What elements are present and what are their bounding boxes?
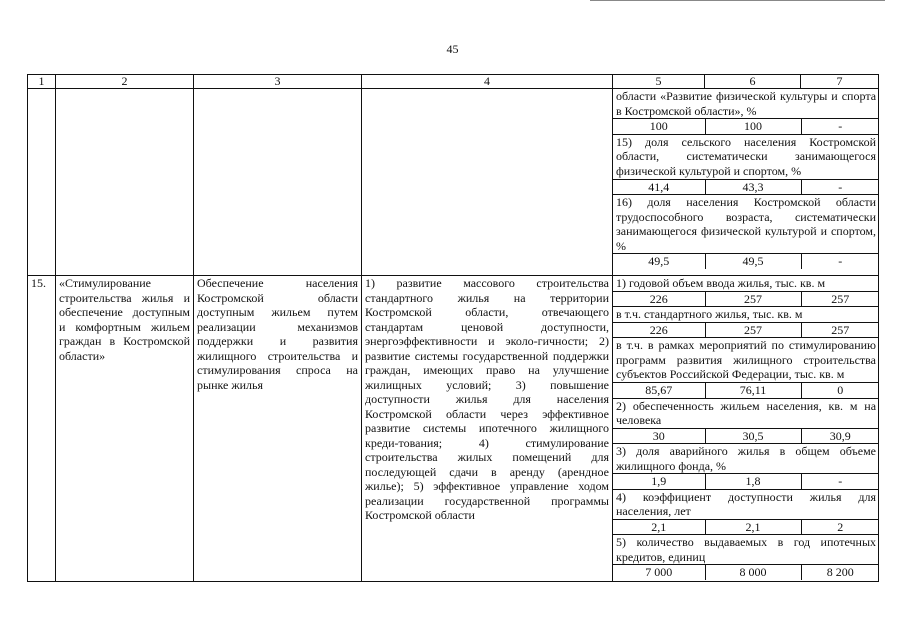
indicator-text-row bbox=[613, 276, 879, 291]
indicator-text-row bbox=[613, 89, 879, 119]
indicators-subtable bbox=[613, 276, 879, 580]
indicator-text: 16) доля населения Костромской области трудоспособного возраста, систематически занимающегося физической культурой и спортом, % bbox=[613, 195, 879, 254]
indicator-values-row bbox=[613, 519, 879, 535]
program-name: «Стимулирование строительства жилья и обеспечение доступным и комфортным жильем граждан в Костромской области» bbox=[56, 276, 194, 582]
value-cell: 8 200 bbox=[801, 565, 879, 580]
value-cell: 76,11 bbox=[705, 383, 801, 399]
indicator-text-row bbox=[613, 195, 879, 254]
value-cell: 30 bbox=[613, 428, 705, 444]
header-cell: 1 bbox=[28, 75, 56, 89]
indicator-text: 2) обеспеченность жильем населения, кв. м на человека bbox=[613, 398, 879, 428]
value-cell: 49,5 bbox=[705, 254, 801, 269]
indicators-subtable bbox=[613, 89, 879, 269]
value-cell: 2,1 bbox=[613, 519, 705, 535]
value-cell: - bbox=[801, 474, 879, 490]
value-cell: 100 bbox=[613, 119, 705, 135]
indicator-text: области «Развитие физической культуры и спорта в Костромской области», % bbox=[616, 89, 877, 118]
value-cell: 85,67 bbox=[613, 383, 705, 399]
indicator-values-row bbox=[613, 119, 879, 135]
value-cell: 257 bbox=[801, 322, 879, 338]
indicator-text-row bbox=[613, 338, 879, 383]
value-cell: - bbox=[801, 254, 879, 269]
value-cell: 1,9 bbox=[613, 474, 705, 490]
value-cell: - bbox=[801, 119, 879, 135]
indicator-text-row bbox=[613, 489, 879, 519]
indicators-cell bbox=[613, 89, 879, 276]
indicator-text-row bbox=[613, 398, 879, 428]
value-cell: - bbox=[801, 179, 879, 195]
indicator-values-row bbox=[613, 322, 879, 338]
value-cell: 7 000 bbox=[613, 565, 705, 580]
indicator-text: 5) количество выдаваемых в год ипотечных кредитов, единиц bbox=[613, 535, 879, 565]
value-cell: 100 bbox=[705, 119, 801, 135]
top-edge-line bbox=[590, 0, 885, 1]
value-cell: 257 bbox=[705, 291, 801, 307]
page-number: 45 bbox=[446, 42, 459, 56]
value-cell: 49,5 bbox=[613, 254, 705, 269]
indicators-cell bbox=[613, 276, 879, 582]
indicator-values-row bbox=[613, 474, 879, 490]
empty-cell bbox=[194, 89, 362, 276]
header-row bbox=[28, 75, 879, 89]
value-cell: 226 bbox=[613, 291, 705, 307]
value-cell: 257 bbox=[801, 291, 879, 307]
value-cell: 1,8 bbox=[705, 474, 801, 490]
continuation-row bbox=[28, 89, 879, 276]
indicator-text: 4) коэффициент доступности жилья для населения, лет bbox=[613, 489, 879, 519]
empty-cell bbox=[28, 89, 56, 276]
indicator-text-row bbox=[613, 535, 879, 565]
header-cell: 7 bbox=[801, 75, 879, 89]
value-cell: 2 bbox=[801, 519, 879, 535]
value-cell: 43,3 bbox=[705, 179, 801, 195]
value-cell: 226 bbox=[613, 322, 705, 338]
indicator-text-row bbox=[613, 444, 879, 474]
indicator-text: 3) доля аварийного жилья в общем объеме жилищного фонда, % bbox=[613, 444, 879, 474]
empty-cell bbox=[56, 89, 194, 276]
program-row-15 bbox=[28, 276, 879, 582]
indicator-text: 1) годовой объем ввода жилья, тыс. кв. м bbox=[616, 276, 826, 290]
indicator-text: в т.ч. стандартного жилья, тыс. кв. м bbox=[613, 307, 879, 323]
value-cell: 0 bbox=[801, 383, 879, 399]
empty-cell bbox=[362, 89, 613, 276]
indicator-text-row bbox=[613, 307, 879, 323]
indicator-values-row bbox=[613, 179, 879, 195]
indicator-text-row bbox=[613, 134, 879, 179]
value-cell: 2,1 bbox=[705, 519, 801, 535]
indicator-values-row bbox=[613, 254, 879, 269]
value-cell: 30,9 bbox=[801, 428, 879, 444]
header-cell: 2 bbox=[56, 75, 194, 89]
indicator-values-row bbox=[613, 428, 879, 444]
indicator-values-row bbox=[613, 565, 879, 580]
indicator-text: в т.ч. в рамках мероприятий по стимулированию программ развития жилищного строительства субъектов Российской Федерации, тыс. кв. м bbox=[613, 338, 879, 383]
indicator-values-row bbox=[613, 291, 879, 307]
header-cell: 4 bbox=[362, 75, 613, 89]
program-table bbox=[27, 74, 879, 582]
program-goal: Обеспечение населения Костромской области доступным жильем путем реализации механизмов поддержки и развития жилищного строительства и стимулирования спроса на рынке жилья bbox=[194, 276, 362, 582]
row-number: 15. bbox=[28, 276, 56, 582]
value-cell: 30,5 bbox=[705, 428, 801, 444]
value-cell: 257 bbox=[705, 322, 801, 338]
indicator-text: 15) доля сельского населения Костромской области, систематически занимающегося физической культурой и спортом, % bbox=[613, 134, 879, 179]
header-cell: 6 bbox=[705, 75, 801, 89]
value-cell: 41,4 bbox=[613, 179, 705, 195]
indicator-values-row bbox=[613, 383, 879, 399]
header-cell: 3 bbox=[194, 75, 362, 89]
value-cell: 8 000 bbox=[705, 565, 801, 580]
program-tasks: 1) развитие массового строительства стандартного жилья на территории Костромской области, отвечающего стандартам ценовой доступности, энергоэффективности и эколо-гичности; 2) развитие системы государственной поддержки граждан, имеющих право на улучшение жилищных условий; 3) повышение доступности жилья для населения Костромской области через эффективное развитие системы ипотечного жилищного креди-тования; 4) стимулирование строительства жилых помещений для последующей сдачи в аренду (арендное жилье); 5) эффективное управление ходом реализации государственной программы Костромской области bbox=[362, 276, 613, 582]
header-cell: 5 bbox=[613, 75, 705, 89]
